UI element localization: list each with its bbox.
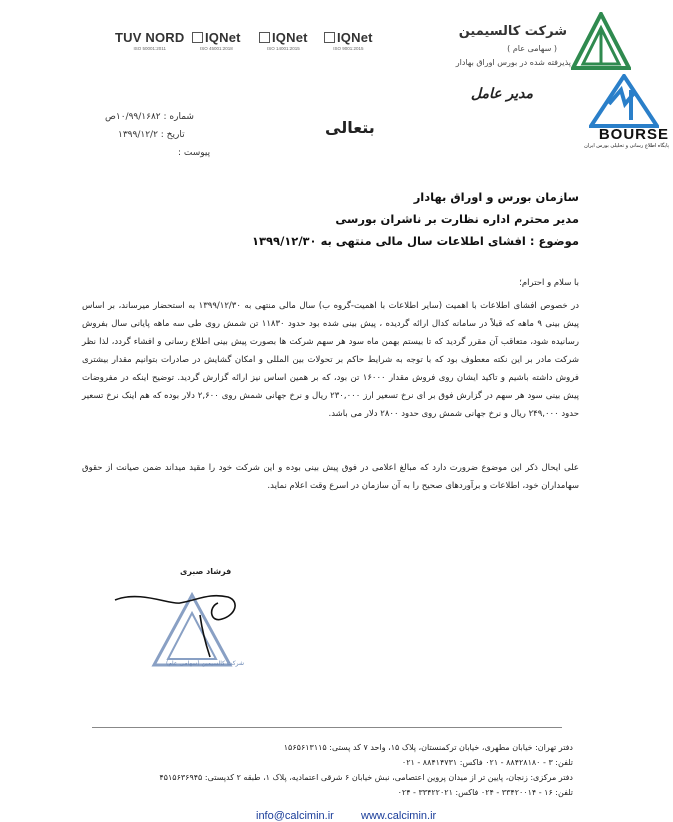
footer-hq-phone: تلفن: ۱۶ - ۳۳۴۲۰۰۱۴ - ۰۲۴ فاکس: ۳۳۴۲۲۰۲۱ - ۰۲۴ bbox=[397, 788, 573, 797]
letter-attachment: پیوست : bbox=[178, 148, 211, 158]
iqnet-logo-1 bbox=[192, 30, 241, 51]
footer-tehran-phone: تلفن: ۳ - ۸۸۴۲۸۱۸۰ - ۰۲۱ فاکس: ۸۸۴۱۴۷۳۱ - ۰۲۱ bbox=[401, 758, 573, 767]
bourse-tagline: پایگاه اطلاع رسانی و تحلیلی بورس ایران bbox=[584, 143, 669, 149]
greeting: با سلام و احترام؛ bbox=[519, 278, 579, 288]
letter-subject: موضوع : افشای اطلاعات سال مالی منتهی به ۱۳۹۹/۱۲/۳۰ bbox=[252, 234, 579, 248]
footer-tehran-address: دفتر تهران: خیابان مطهری، خیابان ترکمنستان، پلاک ۱۵، واحد ۷ کد پستی: ۱۵۶۵۶۱۳۱۱۵ bbox=[283, 743, 573, 752]
stamp-text: شرکت کالسیمین (سهامی عام) bbox=[166, 660, 244, 667]
bourse-wordmark: BOURSE bbox=[598, 126, 669, 143]
iqnet-iso-3: ISO 9001:2015 bbox=[333, 46, 364, 51]
footer-divider bbox=[92, 727, 562, 728]
calcimin-logo-icon bbox=[571, 12, 631, 70]
tuv-nord-iso: ISO 50001:2011 bbox=[133, 46, 166, 51]
signer-name: فرشاد صبری bbox=[180, 567, 232, 576]
footer-hq-address: دفتر مرکزی: زنجان، پایین تر از میدان پروین اعتصامی، نبش خیابان ۶ شرقی اعتمادیه، پلاک ۱، طبقه ۲ کدپستی: ۴۵۱۵۶۳۶۹۴۵ bbox=[159, 773, 573, 782]
seal-word: بتعالی bbox=[325, 118, 375, 137]
iqnet-mark-1: IQNet bbox=[192, 30, 241, 45]
iqnet-iso-2: ISO 14001:2015 bbox=[266, 46, 300, 51]
tuv-nord-logo bbox=[115, 30, 185, 51]
company-type: ( سهامی عام ) bbox=[507, 44, 557, 53]
addressee-org: سازمان بورس و اوراق بهادار bbox=[413, 190, 579, 204]
iqnet-logo-3 bbox=[324, 30, 373, 51]
company-listed: پذیرفته شده در بورس اوراق بهادار bbox=[455, 58, 571, 67]
bourse-logo-icon bbox=[589, 74, 659, 128]
iqnet-mark-2: IQNet bbox=[259, 30, 308, 45]
body-paragraph-2: علی ایحال ذکر این موضوع ضرورت دارد که مبالغ اعلامی در فوق پیش بینی بوده و این شرکت خود را مقید میداند ضمن صیانت از حقوق سهامداران خود، اطلاعات و برآوردهای صحیح را به آن سازمان در اسرع وقت اعلام نماید. bbox=[82, 463, 579, 491]
letter-number: شماره : ۱۰/۹۹/۱۶۸۲ص bbox=[105, 112, 194, 122]
tuv-nord-mark: TUV NORD bbox=[115, 30, 185, 45]
company-name: شرکت کالسیمین bbox=[458, 24, 567, 39]
iqnet-iso-1: ISO 45001:2018 bbox=[199, 46, 233, 51]
iqnet-mark-3: IQNet bbox=[324, 30, 373, 45]
footer-email-link[interactable]: info@calcimin.ir bbox=[256, 810, 334, 822]
ceo-title: مدیر عامل bbox=[470, 86, 533, 102]
addressee-dept: مدیر محترم اداره نظارت بر ناشران بورسی bbox=[335, 212, 579, 226]
letter-date: تاریخ : ۱۳۹۹/۱۲/۲ bbox=[118, 130, 185, 140]
body-paragraph-1: در خصوص افشای اطلاعات با اهمیت (سایر اطلاعات با اهمیت-گروه ب) سال مالی منتهی به ۱۳۹۹/۱۲/۳۰ به استحضار میرساند، بر اساس پیش بینی ۹ ماهه که قبلاً در سامانه کدال ارائه گردیده ، پیش بینی شده بود حدود ۱۱۸۳۰ تن شمش روی طی سه ماهه پایانی سال بفروش رسانیده شود، متعاقب آن مقرر گردید که تا بیستم بهمن ماه سود هر سهم شرکت ها بصورت پیش بینی اطلاع رسانی و افشاء گردد، لذا نظر شرکت مادر بر این نکته معطوف بود که با توجه به شرایط حاکم بر تحولات بین المللی و امکان گشایش در صادرات بتوانیم مقدار بیشتری فروش داشته باشیم و تاکید ایشان روی فروش مقدار ۱۶۰۰۰ تن بود، که بر همین اساس نیز ارائه گزارش گردید. توضیح اینکه در مفروضات پیش بینی سود هر سهم در گزارش فوق بر ای نرخ تسعیر ارز ۲۳۰,۰۰۰ ریال و نرخ جهانی شمش روی ۲,۶۰۰ دلار بوده که هم اینک نرخ تسعیر حدود ۲۴۹,۰۰۰ ریال و نرخ جهانی شمش روی حدود ۲۸۰۰ دلار می باشد. bbox=[82, 301, 579, 419]
footer-website-link[interactable]: www.calcimin.ir bbox=[361, 810, 437, 822]
iqnet-logo-2 bbox=[259, 30, 308, 51]
